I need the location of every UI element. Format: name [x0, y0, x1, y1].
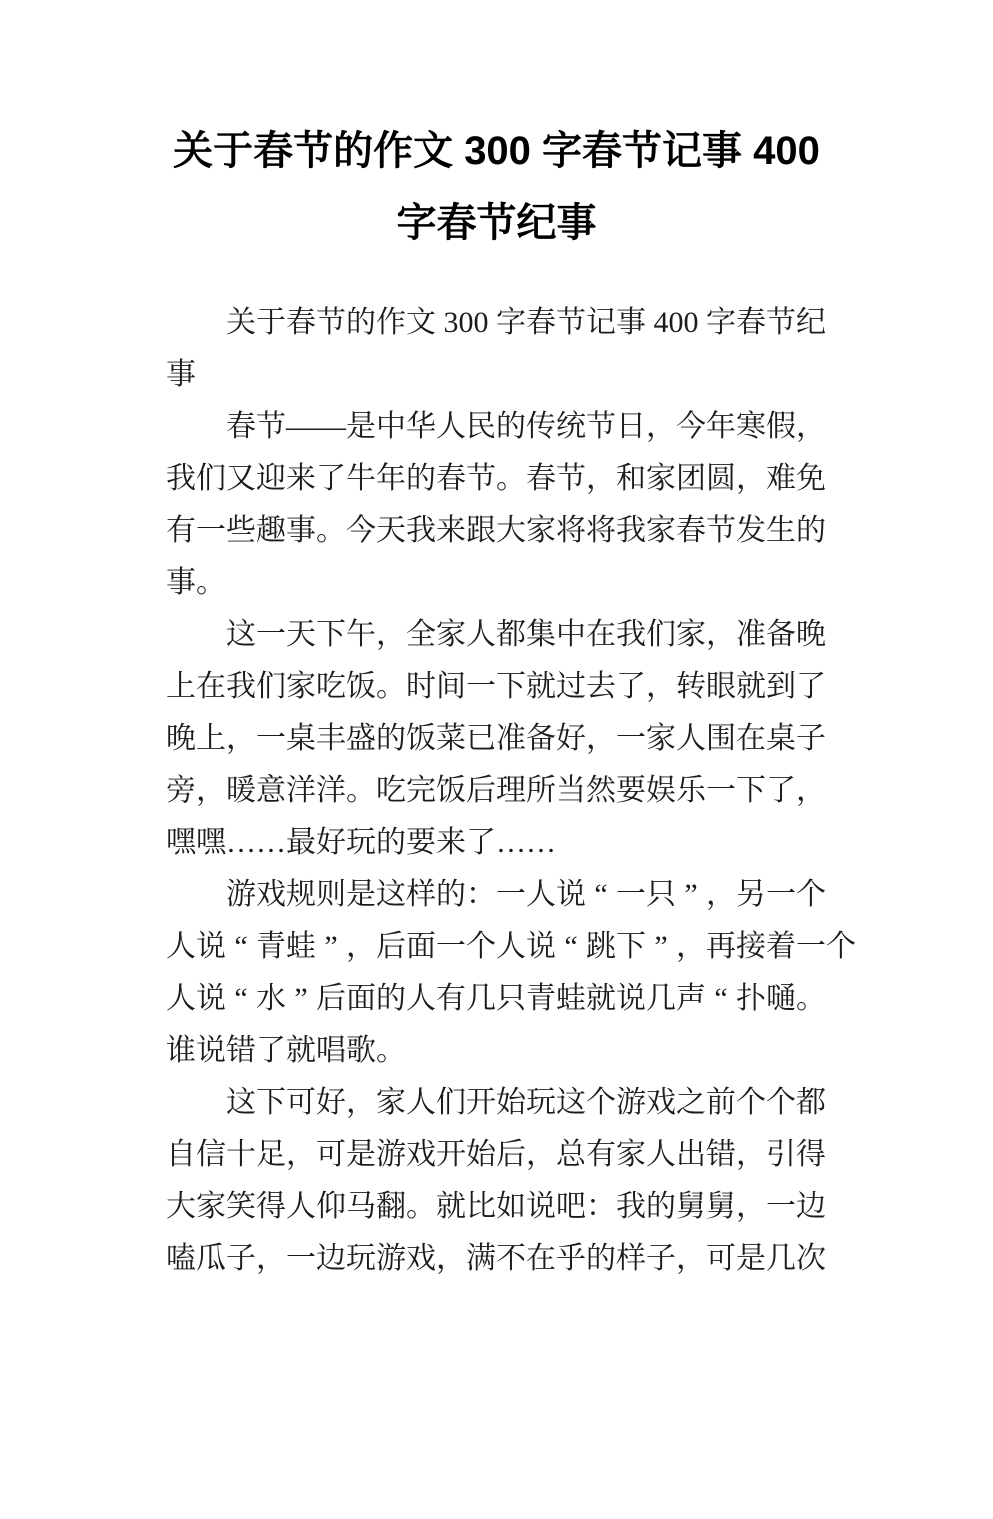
paragraph-4	[166, 869, 856, 1077]
text-line: 人说 “ 水 ” 后面的人有几只青蛙就说几声 “ 扑嗵。	[166, 982, 826, 1015]
document-page	[0, 115, 993, 1519]
document-title	[165, 115, 829, 259]
paragraph-2	[166, 401, 830, 609]
text-line: 上在我们家吃饭。时间一下就过去了，转眼就到了	[166, 670, 826, 703]
text-line: 这一天下午，全家人都集中在我们家，准备晚	[166, 618, 826, 651]
text-line: 这下可好，家人们开始玩这个游戏之前个个都	[166, 1086, 826, 1119]
text-line: 旁，暖意洋洋。吃完饭后理所当然要娱乐一下了，	[166, 774, 826, 807]
text-line: 人说 “ 青蛙 ” ，后面一个人说 “ 跳下 ” ，再接着一个	[166, 930, 856, 963]
text-line: 事。	[166, 566, 226, 599]
text-line: 自信十足，可是游戏开始后，总有家人出错，引得	[166, 1138, 826, 1171]
text-line: 有一些趣事。今天我来跟大家将将我家春节发生的	[166, 514, 826, 547]
text-line: 大家笑得人仰马翻。就比如说吧：我的舅舅，一边	[166, 1190, 826, 1223]
paragraph-5	[166, 1077, 830, 1285]
text-line: 嘿嘿……最好玩的要来了……	[166, 826, 556, 859]
text-line: 事	[166, 358, 196, 391]
text-line: 谁说错了就唱歌。	[166, 1034, 406, 1067]
essay-body	[166, 297, 856, 1285]
text-line: 我们又迎来了牛年的春节。春节，和家团圆，难免	[166, 462, 826, 495]
text-line: 关于春节的作文 300 字春节记事 400 字春节纪	[166, 306, 826, 339]
text-line: 晚上，一桌丰盛的饭菜已准备好，一家人围在桌子	[166, 722, 826, 755]
title-line-2: 字春节纪事	[396, 201, 597, 245]
paragraph-1	[166, 297, 830, 401]
title-line-1: 关于春节的作文 300 字春节记事 400	[173, 129, 820, 173]
text-line: 春节——是中华人民的传统节日，今年寒假，	[166, 410, 826, 443]
paragraph-3	[166, 609, 830, 869]
text-line: 游戏规则是这样的：一人说 “ 一只 ” ，另一个	[166, 878, 826, 911]
text-line: 嗑瓜子，一边玩游戏，满不在乎的样子，可是几次	[166, 1242, 826, 1275]
